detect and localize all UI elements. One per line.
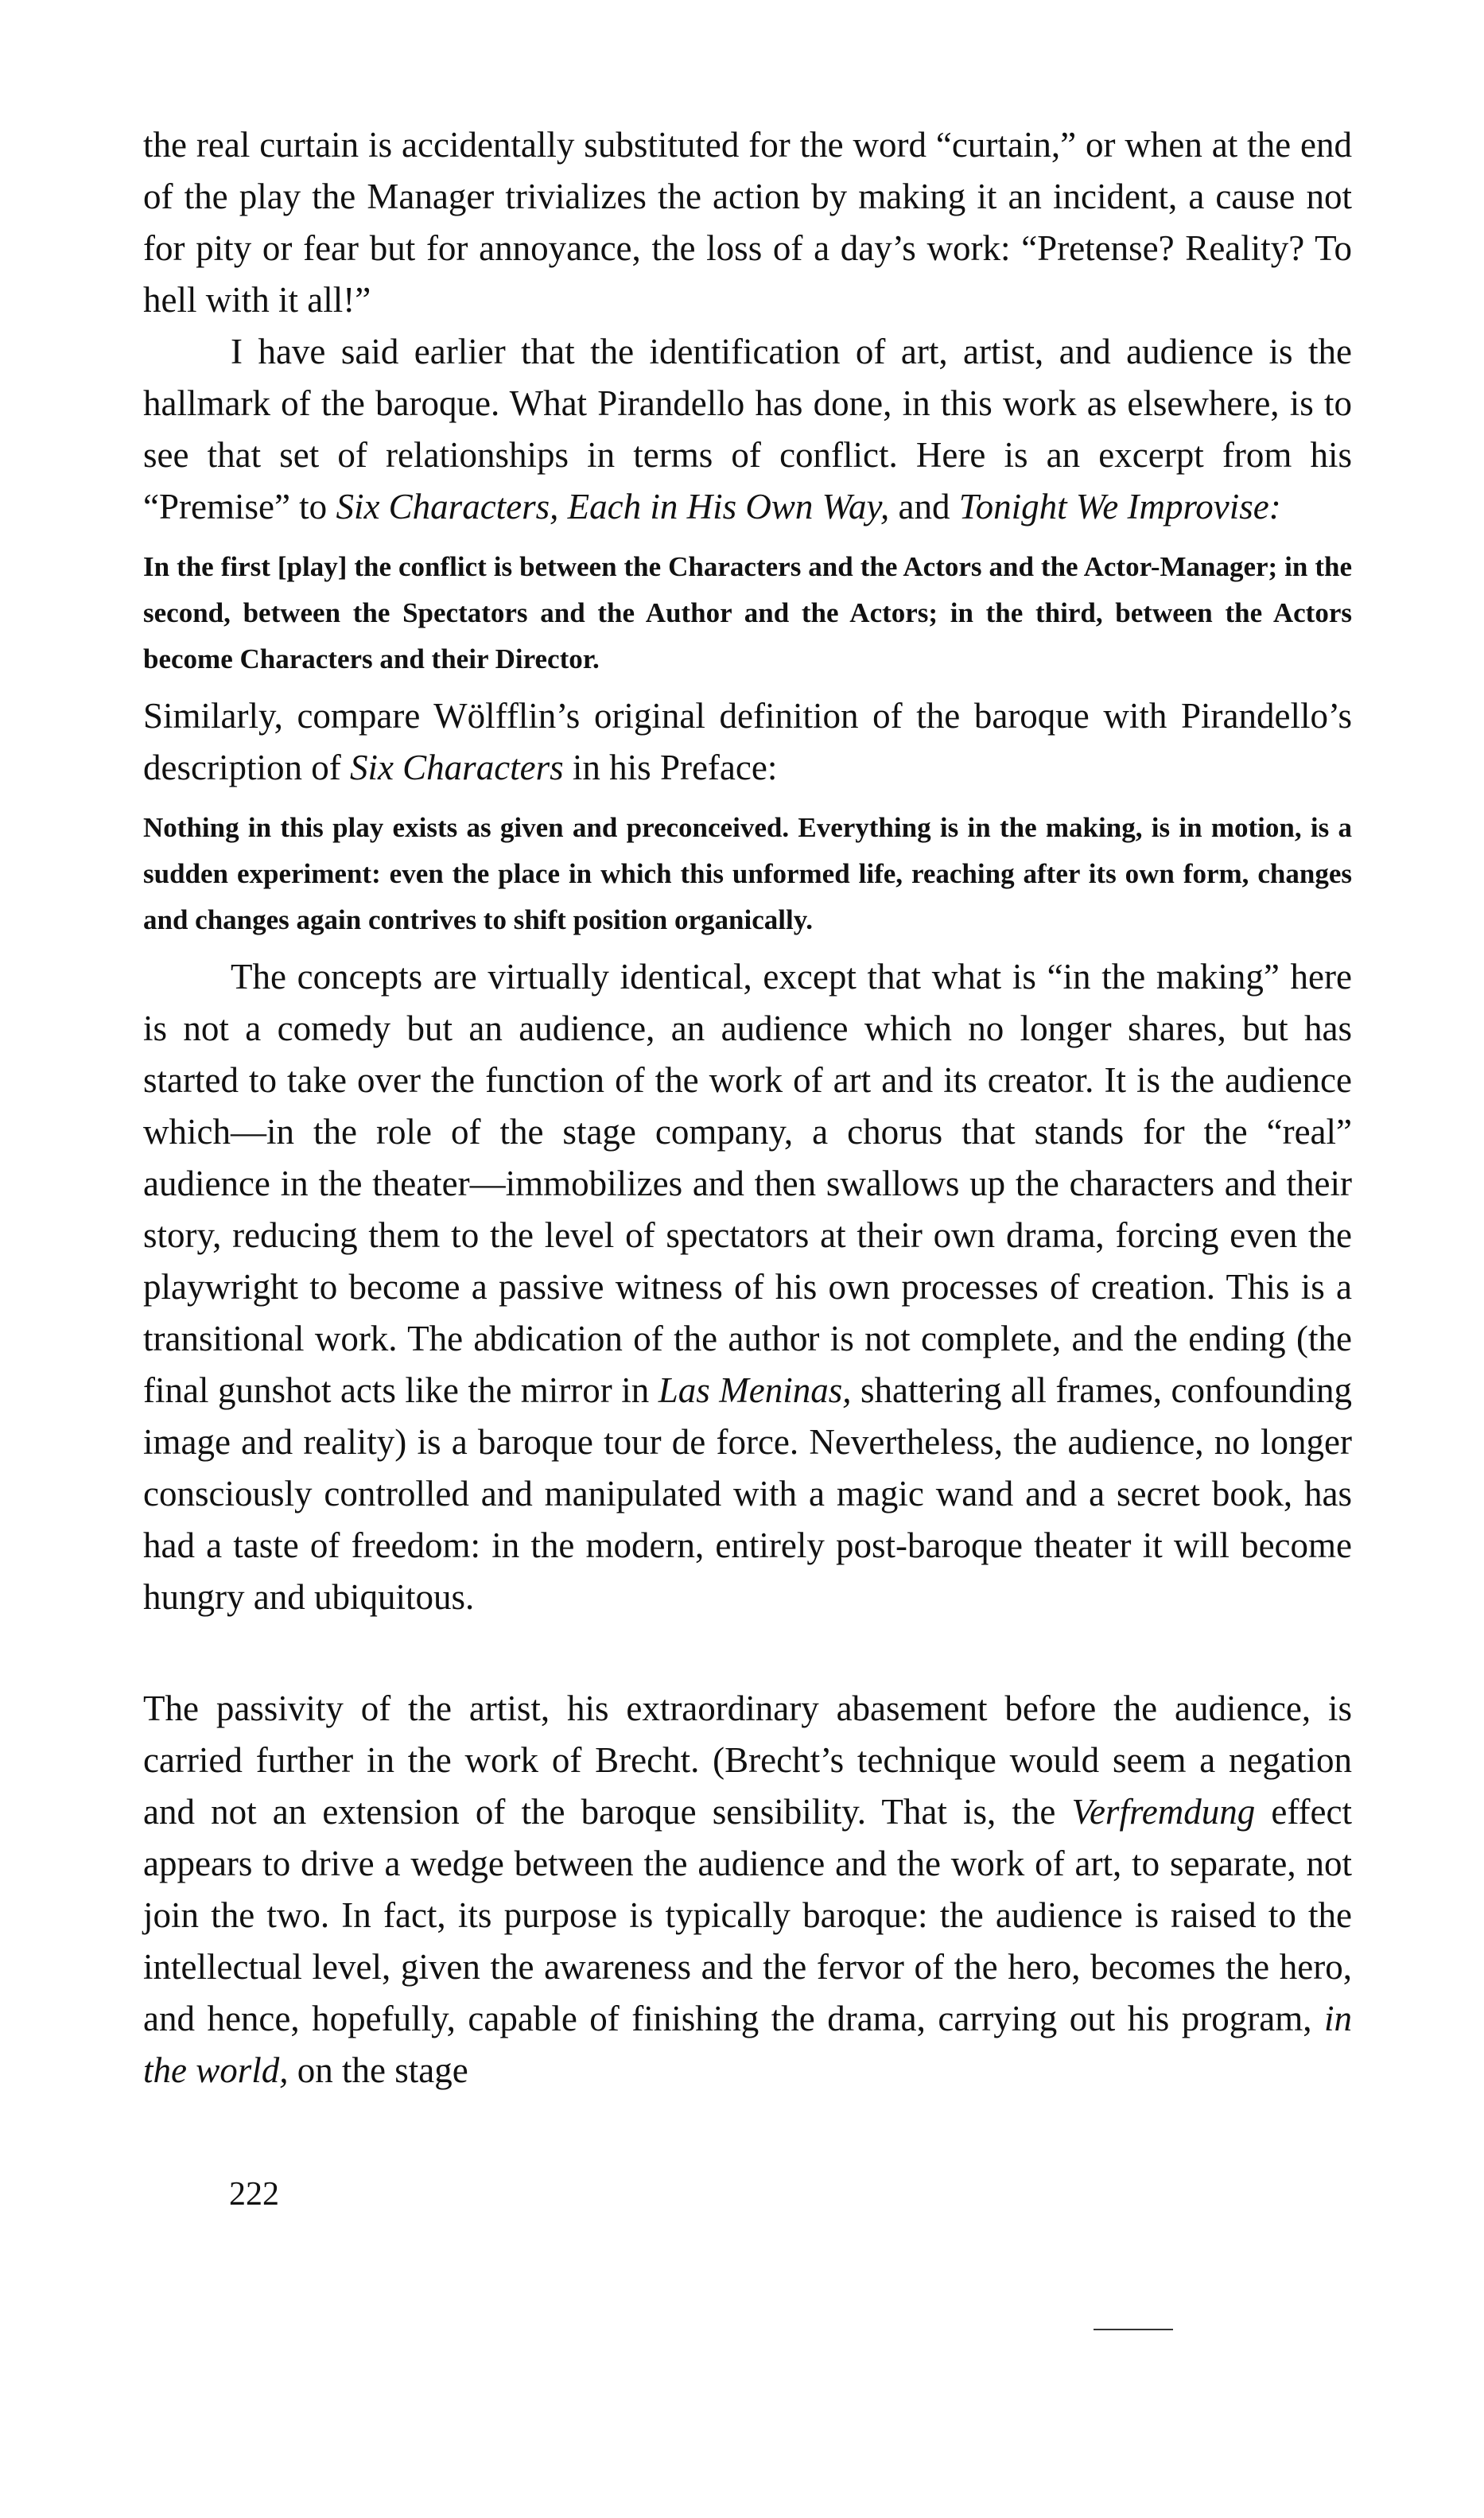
paragraph-text: I have said earlier that the identification of art, artist, and audience is the hallmark of the baroque. What Pirandello has done, in this work as elsewhere, is to see that set of relationships in terms of conflict. Here is an excerpt from his “Premise” to [143, 332, 1352, 527]
paragraph-text: the real curtain is accidentally substituted for the word “curtain,” or when at the end of the play the Manager trivializes the action by making it an incident, a cause not for pity or fear but for annoyance, the loss of a day’s work: “Pretense? Reality? To hell with it all!” [143, 125, 1352, 320]
work-title: Six Characters, Each in His Own Way, [336, 487, 890, 527]
paragraph-text: The concepts are virtually identical, except that what is “in the making” here is not a comedy but an audience, an audience which no longer shares, but has started to take over the function of the work of art and its creator. It is the audience which—in the role of the stage company, a chorus that stands for the “real” audience in the theater—immobilizes and then swallows up the characters and their story, reducing them to the level of spectators at their own drama, forcing even the playwright to become a passive witness of his own processes of creation. This is a transitional work. The abdication of the author is not complete, and the ending (the final gunshot acts like the mirror in [143, 957, 1352, 1410]
paragraph-text: The passivity of the artist, his extraordinary abasement before the audience, is carried further in the work of Brecht. (Brecht’s technique would seem a negation and not an extension of the baroque sensibility. That is, the [143, 1688, 1352, 1832]
block-quote-preface [143, 805, 1352, 943]
paragraph-text: on the stage [288, 2050, 468, 2090]
page-body [143, 119, 1352, 2096]
paragraph-pirandello-premise [143, 326, 1352, 533]
paragraph-concepts [143, 951, 1352, 1623]
emphasis-text: in the world, [143, 1999, 1352, 2090]
paragraph-curtain [143, 119, 1352, 326]
block-quote-premise [143, 544, 1352, 682]
quote-text: Nothing in this play exists as given and preconceived. Everything is in the making, is in motion, is a sudden experiment: even the place in which this unformed life, reaching after its own form, changes and changes again contrives to shift position organically. [143, 812, 1352, 935]
work-title: Tonight We Improvise: [958, 487, 1281, 527]
paragraph-text: shattering all frames, confounding image and reality) is a baroque tour de force. Nevertheless, the audience, no longer consciously controlled and manipulated with a magic wand and a secret book, has had a taste of freedom: in the modern, entirely post-baroque theater it will become hungry and ubiquitous. [143, 1370, 1353, 1617]
paragraph-brecht [143, 1683, 1352, 2096]
paragraph-text: Similarly, compare Wölfflin’s original definition of the baroque with Pirandello’s description of [143, 696, 1352, 787]
page-number: 222 [229, 2176, 279, 2213]
paragraph-text: in his Preface: [563, 748, 778, 787]
quote-text: In the first [play] the conflict is between the Characters and the Actors and the Actor-Manager; in the second, between the Spectators and the Author and the Actors; in the third, between the Actors become Characters and their Director. [143, 551, 1352, 674]
work-title: Six Characters [349, 748, 564, 787]
paragraph-text: and [889, 487, 959, 527]
paragraph-wolfflin [143, 690, 1352, 794]
term-verfremdung: Verfremdung [1071, 1792, 1256, 1832]
scan-mark-divider [1094, 2329, 1173, 2330]
work-title: Las Meninas, [658, 1370, 852, 1410]
paragraph-text: effect appears to drive a wedge between the audience and the work of art, to separate, not join the two. In fact, its purpose is typically baroque: the audience is raised to the intellectual level, given the awareness and the fervor of the hero, becomes the hero, and hence, hopefully, capable of finishing the drama, carrying out his program, [143, 1792, 1352, 2038]
